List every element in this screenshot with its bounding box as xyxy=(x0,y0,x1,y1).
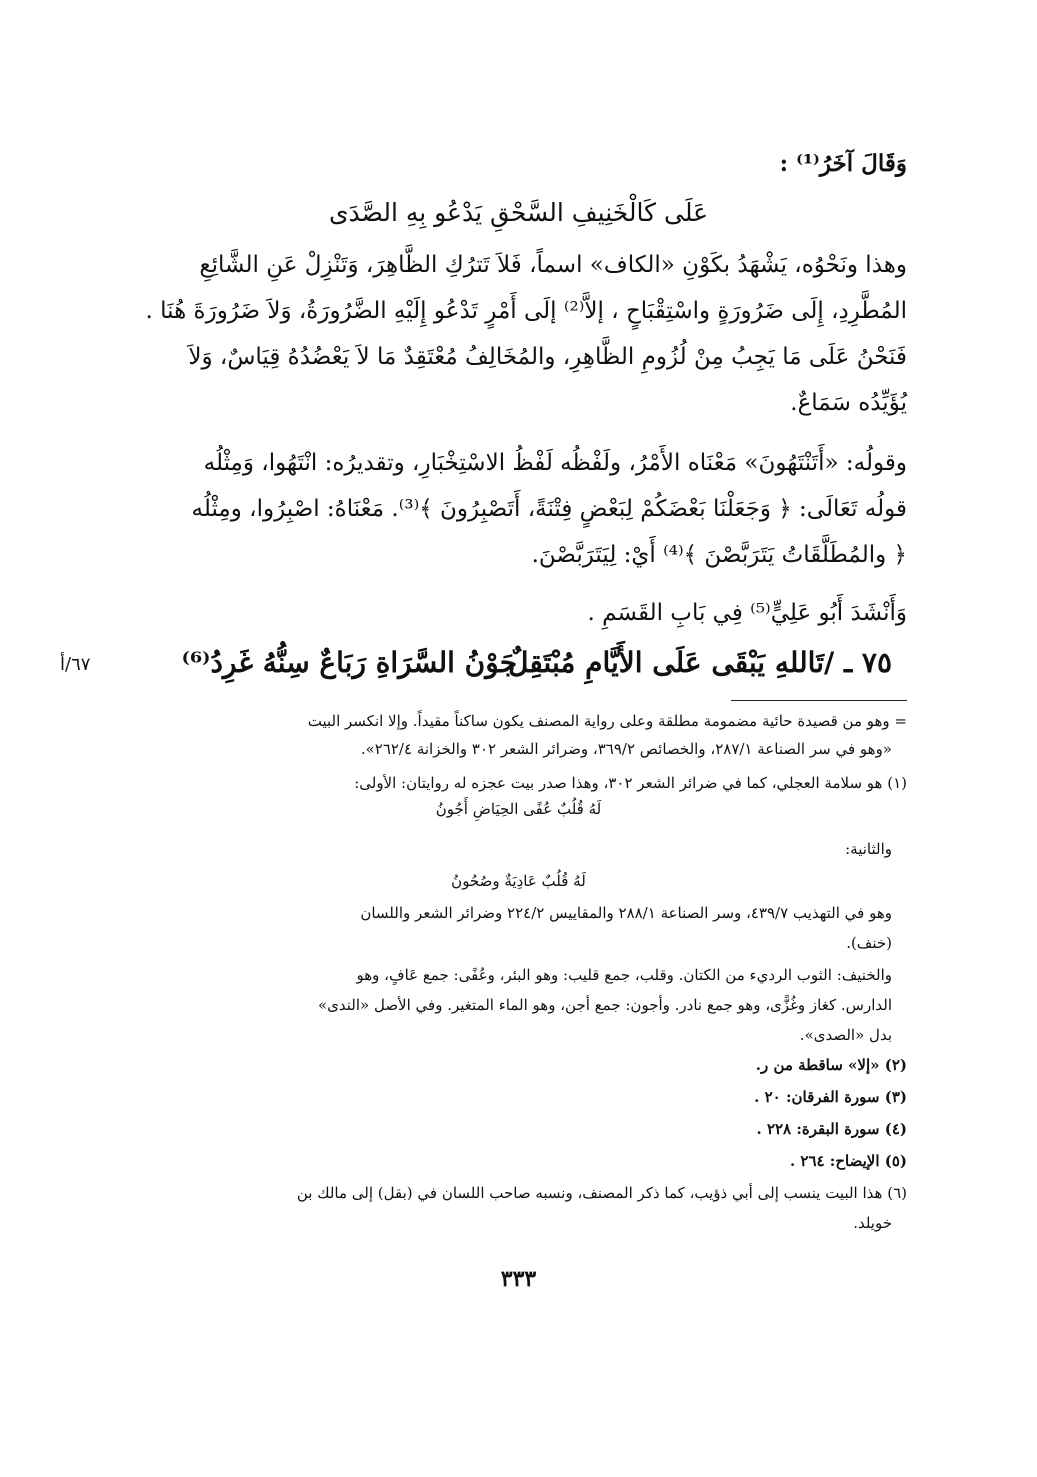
footnote-line: بدل «الصدى». xyxy=(799,1026,892,1044)
footnote-separator xyxy=(731,700,907,701)
paragraph-line: وقولُه: «أَتَنْتَهُونَ» مَعْنَاه الأَمْرُ، ولَفْظُه لَفْظُ الاسْتِخْبَارِ، وتقديرُه: انْتَهُوا، وَمِثْلُه xyxy=(203,450,907,476)
paragraph-line: فَنَحْنُ عَلَى مَا يَجِبُ مِنْ لُزُومِ الظَّاهِرِ، والمُخَالِفُ مُعْتَقِدٌ مَا لاَ يَعْضُدُهُ قِيَاسٌ، وَلاَ xyxy=(188,344,907,370)
footnote-verse: لَهُ قُلُبٌ عَادِيَةٌ وصُحُونُ xyxy=(451,872,586,890)
paragraph-line: قولُه تَعَالَى: ﴿ وَجَعَلْنَا بَعْضَكُمْ لِبَعْضٍ فِتْنَةً، أَتَصْبِرُونَ ﴾⁽³⁾. مَعْنَاهُ: اصْبِرُوا، ومِثْلُه xyxy=(191,496,907,522)
footnote-line: «وهو في سر الصناعة ٢٨٧/١، والخصائص ٣٦٩/٢، وضرائر الشعر ٣٠٢ والخزانة ٢٦٢/٤». xyxy=(360,740,892,758)
paragraph-line: المُطَّرِدِ، إِلَى ضَرُورَةٍ واسْتِقْبَاحٍ ، إلاَّ⁽²⁾ إلَى أَمْرٍ تَدْعُو إِلَيْهِ الضَّرُورَةُ، وَلاَ ضَرُورَةَ هُنَا . xyxy=(145,298,907,324)
footnote-line: وهو في التهذيب ٤٣٩/٧، وسر الصناعة ٢٨٨/١ والمقاييس ٢٢٤/٢ وضرائر الشعر واللسان xyxy=(360,904,892,922)
footnote-line: الدارس. كغاز وغُزًّى، وهو جمع نادر. وأجون: جمع أجن، وهو الماء المتغير. وفي الأصل «الندى» xyxy=(317,996,892,1014)
paragraph-line: ﴿ والمُطَلَّقَاتُ يَتَرَبَّصْنَ ﴾⁽⁴⁾ أَيْ: لِيَتَرَبَّصْنَ. xyxy=(531,542,907,568)
footnote-line: = وهو من قصيدة حائية مضمومة مطلقة وعلى رواية المصنف يكون ساكناً مقيداً. وإلا انكسر البيت xyxy=(307,712,907,730)
verse-line: عَلَى كَالْخَنِيفِ السَّحْقِ يَدْعُو بِهِ الصَّدَى xyxy=(328,198,709,227)
paragraph-line: وهذا ونَحْوُه، يَشْهَدُ بكَوْنِ «الكاف» اسماً، فَلاَ تَترُكِ الظَّاهِرَ، وَتَنْزِلْ عَنِ الشَّائِعِ xyxy=(199,252,907,278)
footnote-line: (٥) الإيضاح: ٢٦٤ . xyxy=(789,1152,907,1170)
intro-line: وَقَالَ آخَرُ⁽¹⁾ : xyxy=(779,150,907,177)
footnote-line: والخنيف: الثوب الرديء من الكتان. وقلب، جمع قليب: وهو البئر، وعُفًى: جمع عَافٍ، وهو xyxy=(356,966,892,984)
verse-75-first-hemistich: ٧٥ ـ /تَاللهِ يَبْقَى عَلَى الأَيَّامِ مُبْتَقِلٌ xyxy=(508,646,892,679)
footnote-line: خويلد. xyxy=(853,1214,892,1232)
footnote-line: (١) هو سلامة العجلي، كما في ضرائر الشعر ٣٠٢، وهذا صدر بيت عجزه له روايتان: الأولى: xyxy=(354,774,907,792)
verse-75-second-hemistich: جَوْنُ السَّرَاةِ رَبَاعٌ سِنُّهُ غَرِدُ⁽⁶⁾ xyxy=(181,646,517,679)
footnote-line: (٣) سورة الفرقان: ٢٠ . xyxy=(754,1088,907,1106)
paragraph-line: وَأَنْشَدَ أَبُو عَلِيٍّ⁽⁵⁾ فِي بَابِ القَسَمِ . xyxy=(587,600,907,626)
footnote-line: والثانية: xyxy=(845,840,892,858)
footnote-line: (خنف). xyxy=(846,934,892,952)
paragraph-line: يُؤَيِّدُه سَمَاعٌ. xyxy=(790,390,907,416)
footnote-line: (٤) سورة البقرة: ٢٢٨ . xyxy=(756,1120,907,1138)
page-number: ٣٣٣ xyxy=(500,1266,537,1292)
footnote-verse: لَهُ قُلُبٌ عُفًى الحِيَاضِ أَجُونُ xyxy=(435,800,602,818)
footnote-line: (٦) هذا البيت ينسب إلى أبي ذؤيب، كما ذكر المصنف، ونسبه صاحب اللسان في (بقل) إلى مالك بن xyxy=(296,1184,907,1202)
margin-reference: ٦٧/أ xyxy=(60,654,91,675)
footnote-line: (٢) «إلا» ساقطة من ر. xyxy=(755,1056,907,1074)
